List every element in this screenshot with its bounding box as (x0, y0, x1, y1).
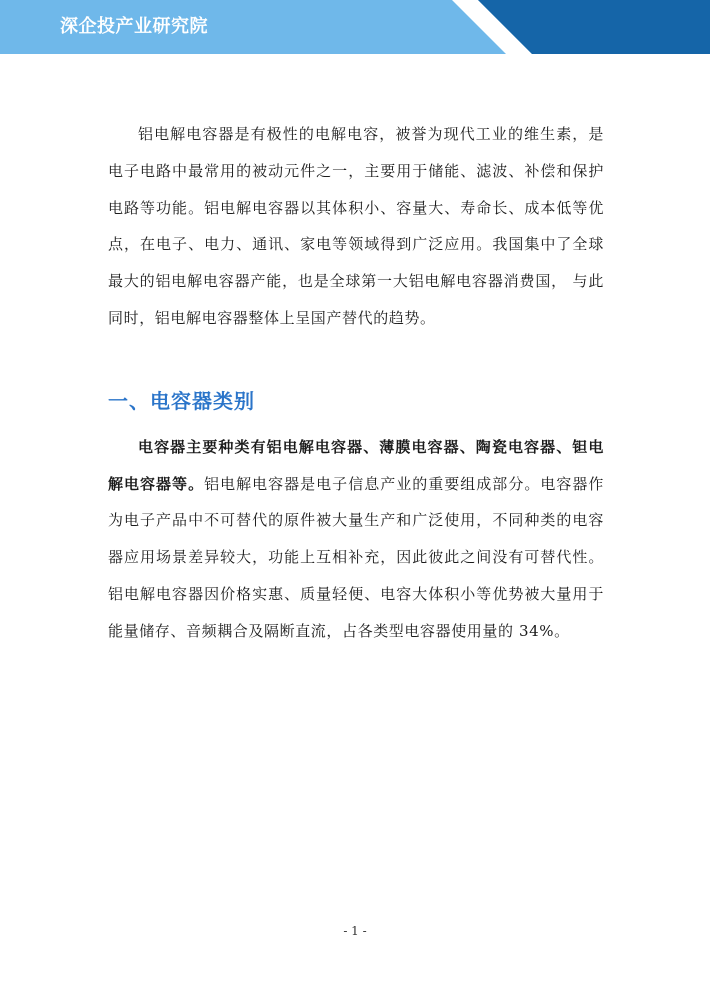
capacitor-types-body-text: 铝电解电容器是电子信息产业的重要组成部分。电容器作为电子产品中不可替代的原件被大量生产和广泛使用，不同种类的电容器应用场景差异较大，功能上互相补充，因此彼此之间没有可替代性。铝电解电容器因价格实惠、质量轻便、电容大体积小等优势被大量用于能量储存、音频耦合及隔断直流，占各类型电容器使用量的 34%。 (108, 474, 604, 640)
page-number: - 1 - (343, 924, 367, 938)
document-body (108, 116, 604, 650)
page-header (0, 0, 710, 54)
intro-paragraph: 铝电解电容器是有极性的电解电容，被誉为现代工业的维生素，是电子电路中最常用的被动元件之一，主要用于储能、滤波、补偿和保护电路等功能。铝电解电容器以其体积小、容量大、寿命长、成本低等优点，在电子、电力、通讯、家电等领域得到广泛应用。我国集中了全球最大的铝电解电容器产能，也是全球第一大铝电解电容器消费国， 与此同时，铝电解电容器整体上呈国产替代的趋势。 (108, 125, 604, 327)
section-heading-capacitor-types: 一、电容器类别 (108, 388, 255, 413)
header-title: 深企投产业研究院 (60, 16, 208, 37)
capacitor-types-bold-lead: 电容器主要种类有铝电解电容器、薄膜电容器、陶瓷电容器、钽电解电容器等。 (108, 437, 604, 493)
capacitor-types-paragraph (108, 429, 604, 650)
